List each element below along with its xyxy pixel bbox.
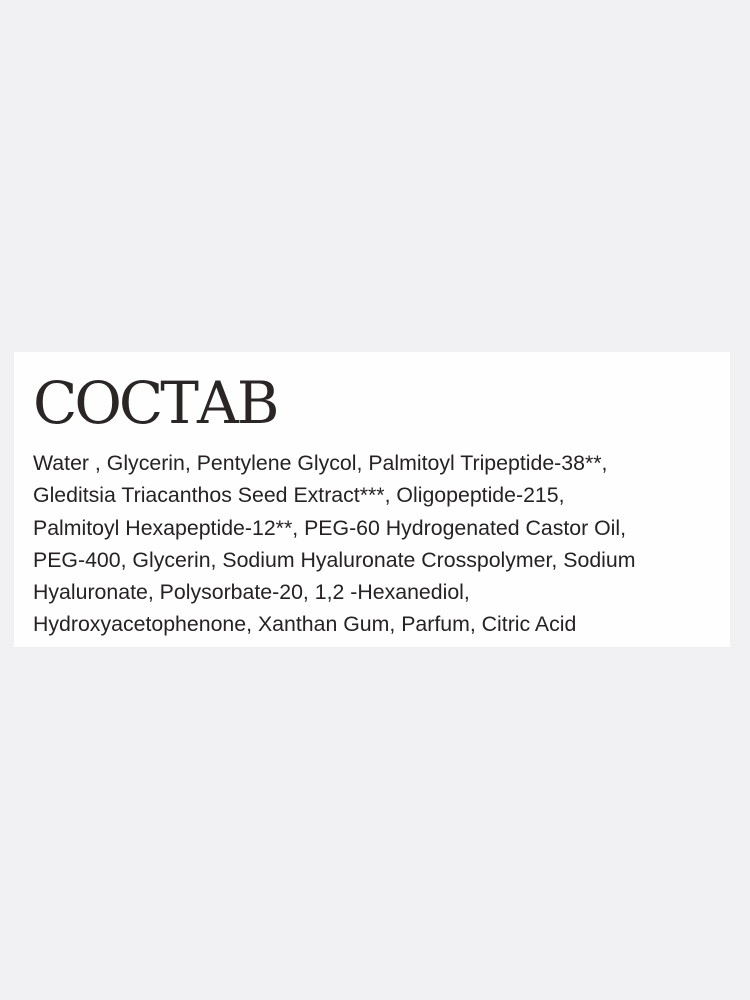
ingredients-line: Hydroxyacetophenone, Xanthan Gum, Parfum, Citric Acid	[33, 612, 577, 637]
ingredients-card	[14, 352, 730, 647]
ingredients-line: Palmitoyl Hexapeptide-12**, PEG-60 Hydrogenated Castor Oil,	[33, 515, 627, 540]
ingredients-line: Water , Glycerin, Pentylene Glycol, Palmitoyl Tripeptide-38**,	[33, 451, 608, 475]
ingredients-list	[33, 447, 723, 641]
ingredients-line: Gleditsia Triacanthos Seed Extract***, Oligopeptide-215,	[33, 483, 565, 508]
ingredients-line: Hyaluronate, Polysorbate-20, 1,2 -Hexanediol,	[33, 580, 470, 605]
composition-title: СОСТАВ	[33, 369, 277, 437]
ingredients-line: PEG-400, Glycerin, Sodium Hyaluronate Crosspolymer, Sodium	[33, 547, 636, 572]
